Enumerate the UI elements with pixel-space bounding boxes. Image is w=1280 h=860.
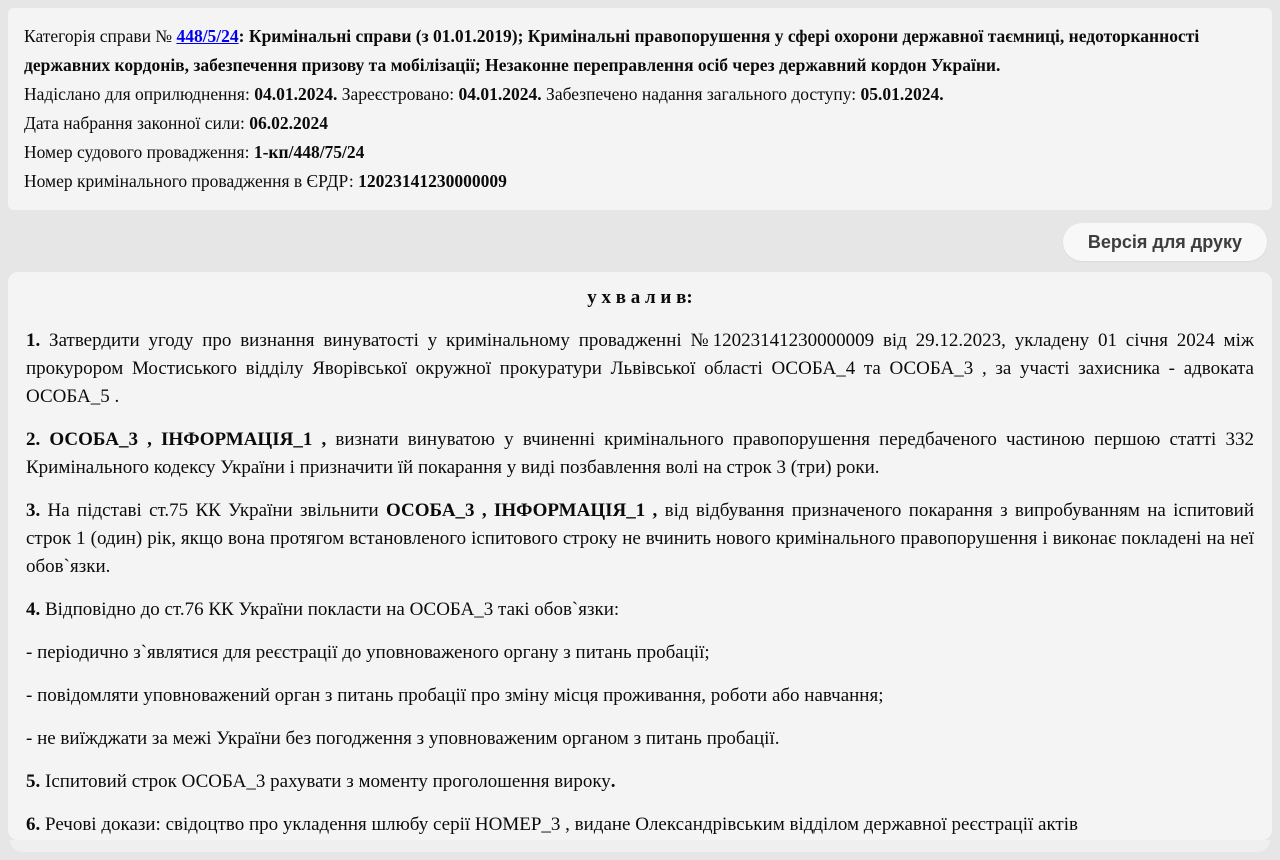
text-run: Зареєстровано: <box>337 84 459 104</box>
text-run: Номер кримінального провадження в ЄРДР: <box>24 171 359 191</box>
page-bottom-strip <box>10 840 1270 852</box>
resolution-point-2 <box>26 426 1254 482</box>
emphasis-text: 04.01.2024. <box>254 84 338 104</box>
text-run: - періодично з`являтися для реєстрації до уповноваженого органу з питань пробації; <box>26 642 710 663</box>
emphasis-text: 06.02.2024 <box>249 113 328 133</box>
emphasis-text: 6. <box>26 814 41 835</box>
text-run: - не виїжджати за межі України без погодження з уповноваженим органом з питань пробації. <box>26 728 780 749</box>
emphasis-text: 4. <box>26 599 41 620</box>
text-run: визнати винуватою у вчиненні кримінального правопорушення передбаченого частиною першою статті 332 Кримінального кодексу України і призначити їй покарання у виді позбавлення волі на строк 3 (три) роки. <box>26 429 1254 478</box>
emphasis-text: 1. <box>26 330 41 351</box>
emphasis-text: 3. <box>26 500 41 521</box>
text-run: Відповідно до ст.76 КК України покласти на ОСОБА_3 такі обов`язки: <box>40 599 620 620</box>
obligation-item-1 <box>26 639 1254 667</box>
publication-dates-line <box>24 80 1256 109</box>
resolution-point-5 <box>26 768 1254 796</box>
emphasis-text: 12023141230000009 <box>358 171 507 191</box>
resolution-heading <box>26 284 1254 312</box>
emphasis-text: 1-кп/448/75/24 <box>253 142 365 162</box>
emphasis-text: . <box>610 771 616 792</box>
text-run: Надіслано для оприлюднення: <box>24 84 255 104</box>
emphasis-text: 04.01.2024. <box>458 84 542 104</box>
legal-force-date-line <box>24 109 1256 138</box>
decision-document-panel <box>8 272 1272 840</box>
emphasis-text: 5. <box>26 771 41 792</box>
resolution-point-1 <box>26 327 1254 411</box>
print-version-button[interactable]: Версія для друку <box>1063 223 1267 261</box>
text-run: Іспитовий строк ОСОБА_3 рахувати з моменту проголошення вироку <box>40 771 611 792</box>
emphasis-text: 2. ОСОБА_3 , ІНФОРМАЦІЯ_1 , <box>26 429 327 450</box>
emphasis-text: ОСОБА_3 , ІНФОРМАЦІЯ_1 , <box>386 500 658 521</box>
text-run: На підставі ст.75 КК України звільнити <box>40 500 387 521</box>
resolution-point-3 <box>26 497 1254 581</box>
print-toolbar <box>0 210 1280 272</box>
court-proceeding-number-line <box>24 138 1256 167</box>
case-category-line <box>24 22 1256 80</box>
resolution-point-6 <box>26 811 1254 839</box>
text-run: Затвердити угоду про визнання винуватості у кримінальному провадженні №12023141230000009 від 29.12.2023, укладену 01 січня 2024 між прокурором Мостиського відділу Яворівської окружної прокуратури Львівської області ОСОБА_4 та ОСОБА_3 , за участі захисника - адвоката ОСОБА_5 . <box>26 330 1254 407</box>
text-run: Дата набрання законної сили: <box>24 113 250 133</box>
emphasis-text: у х в а л и в: <box>587 287 693 308</box>
erdr-number-line <box>24 167 1256 196</box>
text-run: Номер судового провадження: <box>24 142 254 162</box>
text-run: Речові докази: свідоцтво про укладення шлюбу серії НОМЕР_3 , видане Олександрівським відділом державної реєстрації актів <box>40 814 1078 835</box>
text-run: від відбування призначеного покарання з випробуванням на іспитовий строк 1 (один) рік, якщо вона протягом встановленого іспитового строку не вчинить нового кримінального правопорушення і виконає покладені на неї обов`язки. <box>26 500 1255 577</box>
text-run: Категорія справи № <box>24 26 177 46</box>
emphasis-text: : <box>238 26 249 46</box>
obligation-item-2 <box>26 682 1254 710</box>
obligation-item-3 <box>26 725 1254 753</box>
emphasis-text: Кримінальні справи (з 01.01.2019); Кримінальні правопорушення у сфері охорони державної таємниці, недоторканності державних кордонів, забезпечення призову та мобілізації; Незаконне переправлення осіб через державний кордон України. <box>24 26 1200 75</box>
case-meta-panel <box>8 8 1272 210</box>
resolution-point-4 <box>26 596 1254 624</box>
text-run: - повідомляти уповноважений орган з питань пробації про зміну місця проживання, роботи або навчання; <box>26 685 884 706</box>
text-run: Забезпечено надання загального доступу: <box>541 84 861 104</box>
case-number-link[interactable]: 448/5/24 <box>176 26 239 46</box>
emphasis-text: 05.01.2024. <box>860 84 944 104</box>
